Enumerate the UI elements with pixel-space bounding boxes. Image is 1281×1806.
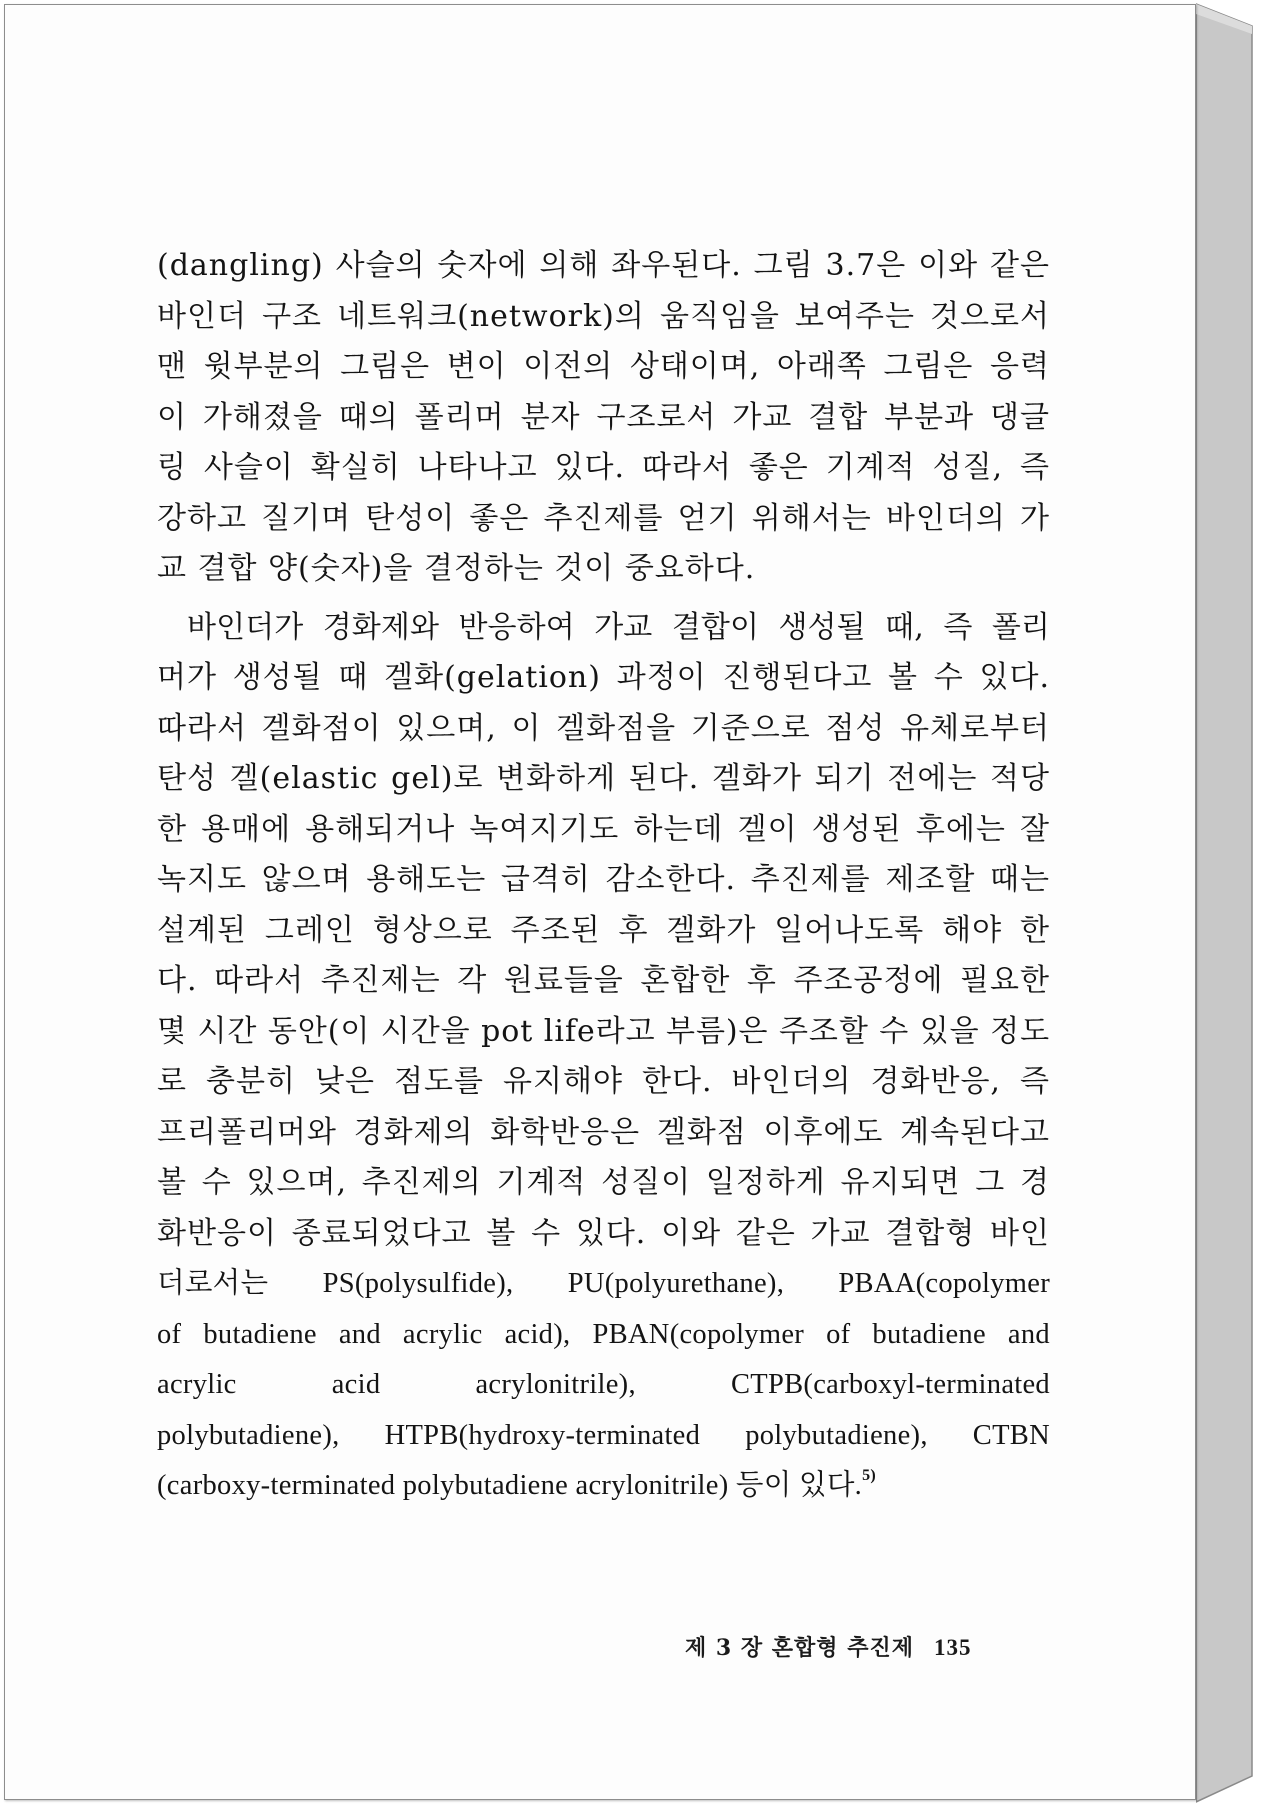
text-line: 화반응이 종료되었다고 볼 수 있다. 이와 같은 가교 결합형 바인 <box>157 1215 1050 1251</box>
book-page <box>4 4 1196 1800</box>
page-number: 135 <box>933 1635 972 1660</box>
text-line: 바인더가 경화제와 반응하여 가교 결합이 생성될 때, 즉 폴리 <box>187 609 1050 645</box>
book-side-edge <box>1196 0 1256 1806</box>
text-line: 다. 따라서 추진제는 각 원료들을 혼합한 후 주조공정에 필요한 <box>157 963 1050 998</box>
page-body <box>157 241 1050 1512</box>
page-footer <box>685 1631 1070 1662</box>
text-line-last <box>157 1461 1050 1512</box>
chapter-title: 제 3 장 혼합형 추진제 <box>685 1635 914 1661</box>
text-line: 탄성 겔(elastic gel)로 변화하게 된다. 겔화가 되기 전에는 적당 <box>157 761 1050 796</box>
text-line: 몇 시간 동안(이 시간을 pot life라고 부름)은 주조할 수 있을 정도 <box>157 1013 1050 1049</box>
text-line: 한 용매에 용해되거나 녹여지기도 하는데 겔이 생성된 후에는 잘 <box>157 811 1050 847</box>
text-line: 강하고 질기며 탄성이 좋은 추진제를 얻기 위해서는 바인더의 가 <box>157 500 1050 536</box>
text-line: 녹지도 않으며 용해도는 급격히 감소한다. 추진제를 제조할 때는 <box>157 862 1050 897</box>
text-line: (dangling) 사슬의 숫자에 의해 좌우된다. 그림 3.7은 이와 같은 <box>157 248 1050 283</box>
text-line: 따라서 겔화점이 있으며, 이 겔화점을 기준으로 점성 유체로부터 <box>157 710 1050 746</box>
text-line: 링 사슬이 확실히 나타나고 있다. 따라서 좋은 기계적 성질, 즉 <box>157 450 1050 485</box>
text-line: 맨 윗부분의 그림은 변이 이전의 상태이며, 아래쪽 그림은 응력 <box>157 349 1050 384</box>
text-line: 더로서는 PS(polysulfide), PU(polyurethane), PBAA(copolymer <box>157 1268 1050 1299</box>
text-line: acrylic acid acrylonitrile), CTPB(carboxyl-terminated <box>157 1369 1050 1400</box>
text-line: 프리폴리머와 경화제의 화학반응은 겔화점 이후에도 계속된다고 <box>157 1114 1050 1150</box>
text-line: 이 가해졌을 때의 폴리머 분자 구조로서 가교 결합 부분과 댕글 <box>157 399 1050 435</box>
text-line: 머가 생성될 때 겔화(gelation) 과정이 진행된다고 볼 수 있다. <box>157 660 1050 695</box>
text-line: 로 충분히 낮은 점도를 유지해야 한다. 바인더의 경화반응, 즉 <box>157 1064 1050 1099</box>
text-line: polybutadiene), HTPB(hydroxy-terminated polybutadiene), CTBN <box>157 1419 1050 1451</box>
footnote-reference: 5) <box>862 1467 877 1484</box>
text-line: 볼 수 있으며, 추진제의 기계적 성질이 일정하게 유지되면 그 경 <box>157 1165 1050 1200</box>
text-line: 설계된 그레인 형상으로 주조된 후 겔화가 일어나도록 해야 한 <box>157 912 1050 948</box>
text-line: of butadiene and acrylic acid), PBAN(copolymer of butadiene and <box>157 1318 1050 1350</box>
text-line: 교 결합 양(숫자)을 결정하는 것이 중요하다. <box>157 551 756 586</box>
text-line-content: (carboxy-terminated polybutadiene acrylonitrile) 등이 있다. <box>157 1470 863 1501</box>
text-line: 바인더 구조 네트워크(network)의 움직임을 보여주는 것으로서 <box>157 298 1050 334</box>
paragraph-1 <box>157 241 1050 595</box>
paragraph-2 <box>157 603 1050 1512</box>
